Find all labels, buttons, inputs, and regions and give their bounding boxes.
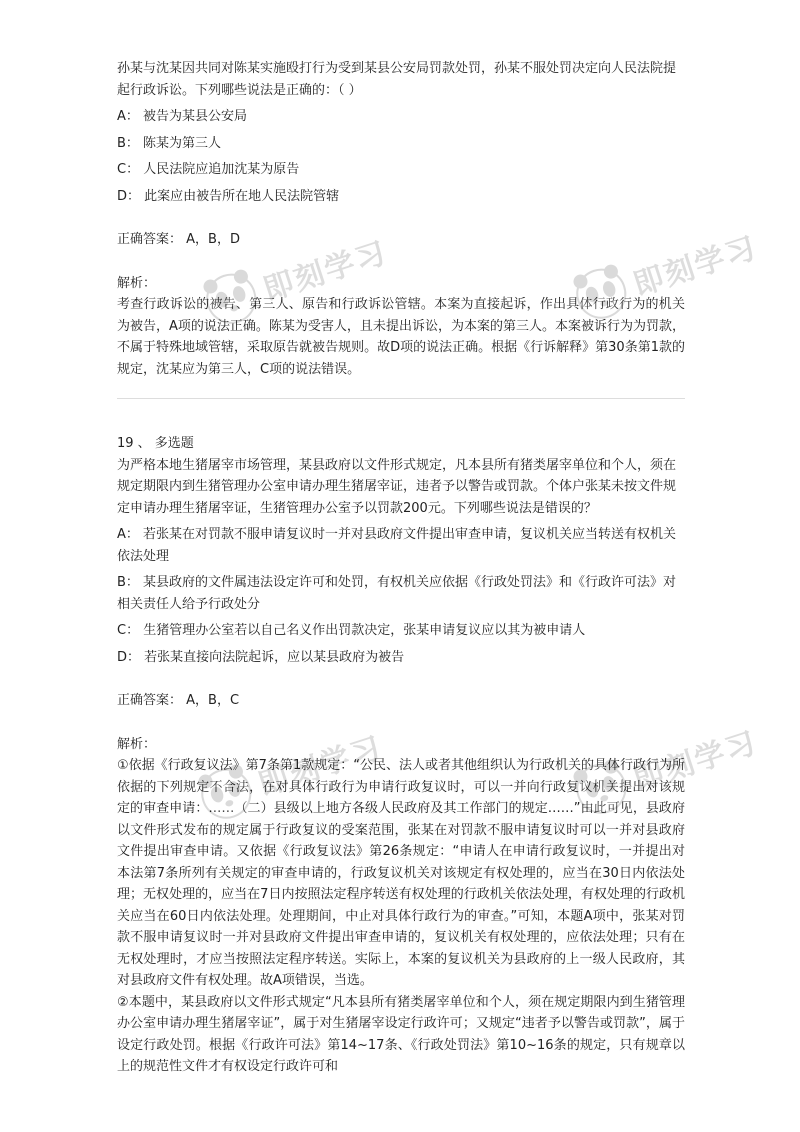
watermark-text: 即刻学习 [629,725,762,799]
q19-option-b: B： 某县政府的文件属违法设定许可和处罚，有权机关应依据《行政处罚法》和《行政许可法》对相关责任人给予行政处分 [117,575,677,612]
q18-option-d: D： 此案应由被告所在地人民法院管辖 [117,188,340,204]
watermark-text: 即刻学习 [254,730,387,804]
q18-analysis-text: 考查行政诉讼的被告、第三人、原告和行政诉讼管辖。本案为直接起诉，作出具体行政行为的机关为被告，A项的说法正确。陈某为受害人，且未提出诉讼，为本案的第三人。本案被诉行为为罚款，不属于特殊地域管辖，采取原告就被告规则。故D项的说法正确。根据《行诉解释》第30条第1款的规定，沈某应为第三人，C项的说法错误。 [117,297,685,377]
q19-analysis-part-1: ①依据《行政复议法》第7条第1款规定：“公民、法人或者其他组织认为行政机关的具体行政行为所依据的下列规定不合法，在对具体行政行为申请行政复议时，可以一并向行政复议机关提出对该规定的审查申请：……（二）县级以上地方各级人民政府及其工作部门的规定……”由此可见，县政府以文件形式发布的规定属于行政复议的受案范围，张某在对罚款不服申请复议时可以一并对县政府文件提出审查申请。又依据《行政复议法》第26条规定：“申请人在申请行政复议时，一并提出对本法第7条所列有关规定的审查申请的，行政复议机关对该规定有权处理的，应当在30日内依法处理；无权处理的，应当在7日内按照法定程序转送有权处理的行政机关依法处理，有权处理的行政机关应当在60日内依法处理。处理期间，中止对具体行政行为的审查。”可知，本题A项中，张某对罚款不服申请复议时一并对县政府文件提出审查申请的，复议机关有权处理的，应依法处理；只有在无权处理时，才应当按照法定程序转送。实际上，本案的复议机关为县政府的上一级人民政府，其对县政府文件有权处理。故A项错误，当选。 [117,758,685,988]
q19-correct-answer: 正确答案： A，B，C [117,693,240,708]
watermark-text: 即刻学习 [629,230,762,304]
q18-option-c: C： 人民法院应追加沈某为原告 [117,162,300,177]
q19-analysis-title: 解析： [117,736,157,752]
q19-option-a: A： 若张某在对罚款不服申请复议时一并对县政府文件提出审查申请，复议机关应当转送有权机关依法处理 [117,527,677,564]
q18-analysis-title: 解析： [117,275,157,291]
q19-option-d: D： 若张某直接向法院起诉，应以某县政府为被告 [117,649,405,665]
q18-option-a: A： 被告为某县公安局 [117,109,248,124]
question-18-text: 孙某与沈某因共同对陈某实施殴打行为受到某县公安局罚款处罚，孙某不服处罚决定向人民法院提起行政诉讼。下列哪些说法是正确的：（ ） [117,61,677,98]
q19-analysis-part-2: ②本题中，某县政府以文件形式规定“凡本县所有猪类屠宰单位和个人，须在规定期限内到生猪管理办公室申请办理生猪屠宰证”，属于对生猪屠宰设定行政许可；又规定“违者予以警告或罚款”，属于设定行政处罚。根据《行政许可法》第14~17条、《行政处罚法》第10~16条的规定，只有规章以上的规范性文件才有权设定行政许可和 [117,994,685,1074]
watermark-text: 即刻学习 [259,235,392,309]
question-19-header: 19 、 多选题 [117,436,194,451]
q18-correct-answer: 正确答案： A，B，D [117,232,240,247]
question-19-text: 为严格本地生猪屠宰市场管理，某县政府以文件形式规定，凡本县所有猪类屠宰单位和个人，须在规定期限内到生猪管理办公室申请办理生猪屠宰证，违者予以警告或罚款。个体户张某未按文件规定申请办理生猪屠宰证，生猪管理办公室予以罚款200元。下列哪些说法是错误的？ [117,457,677,516]
document-page [117,58,685,1078]
q19-option-c: C： 生猪管理办公室若以自己名义作出罚款决定，张某申请复议应以其为被申请人 [117,623,586,638]
question-divider [117,398,685,399]
q18-option-b: B： 陈某为第三人 [117,135,222,151]
